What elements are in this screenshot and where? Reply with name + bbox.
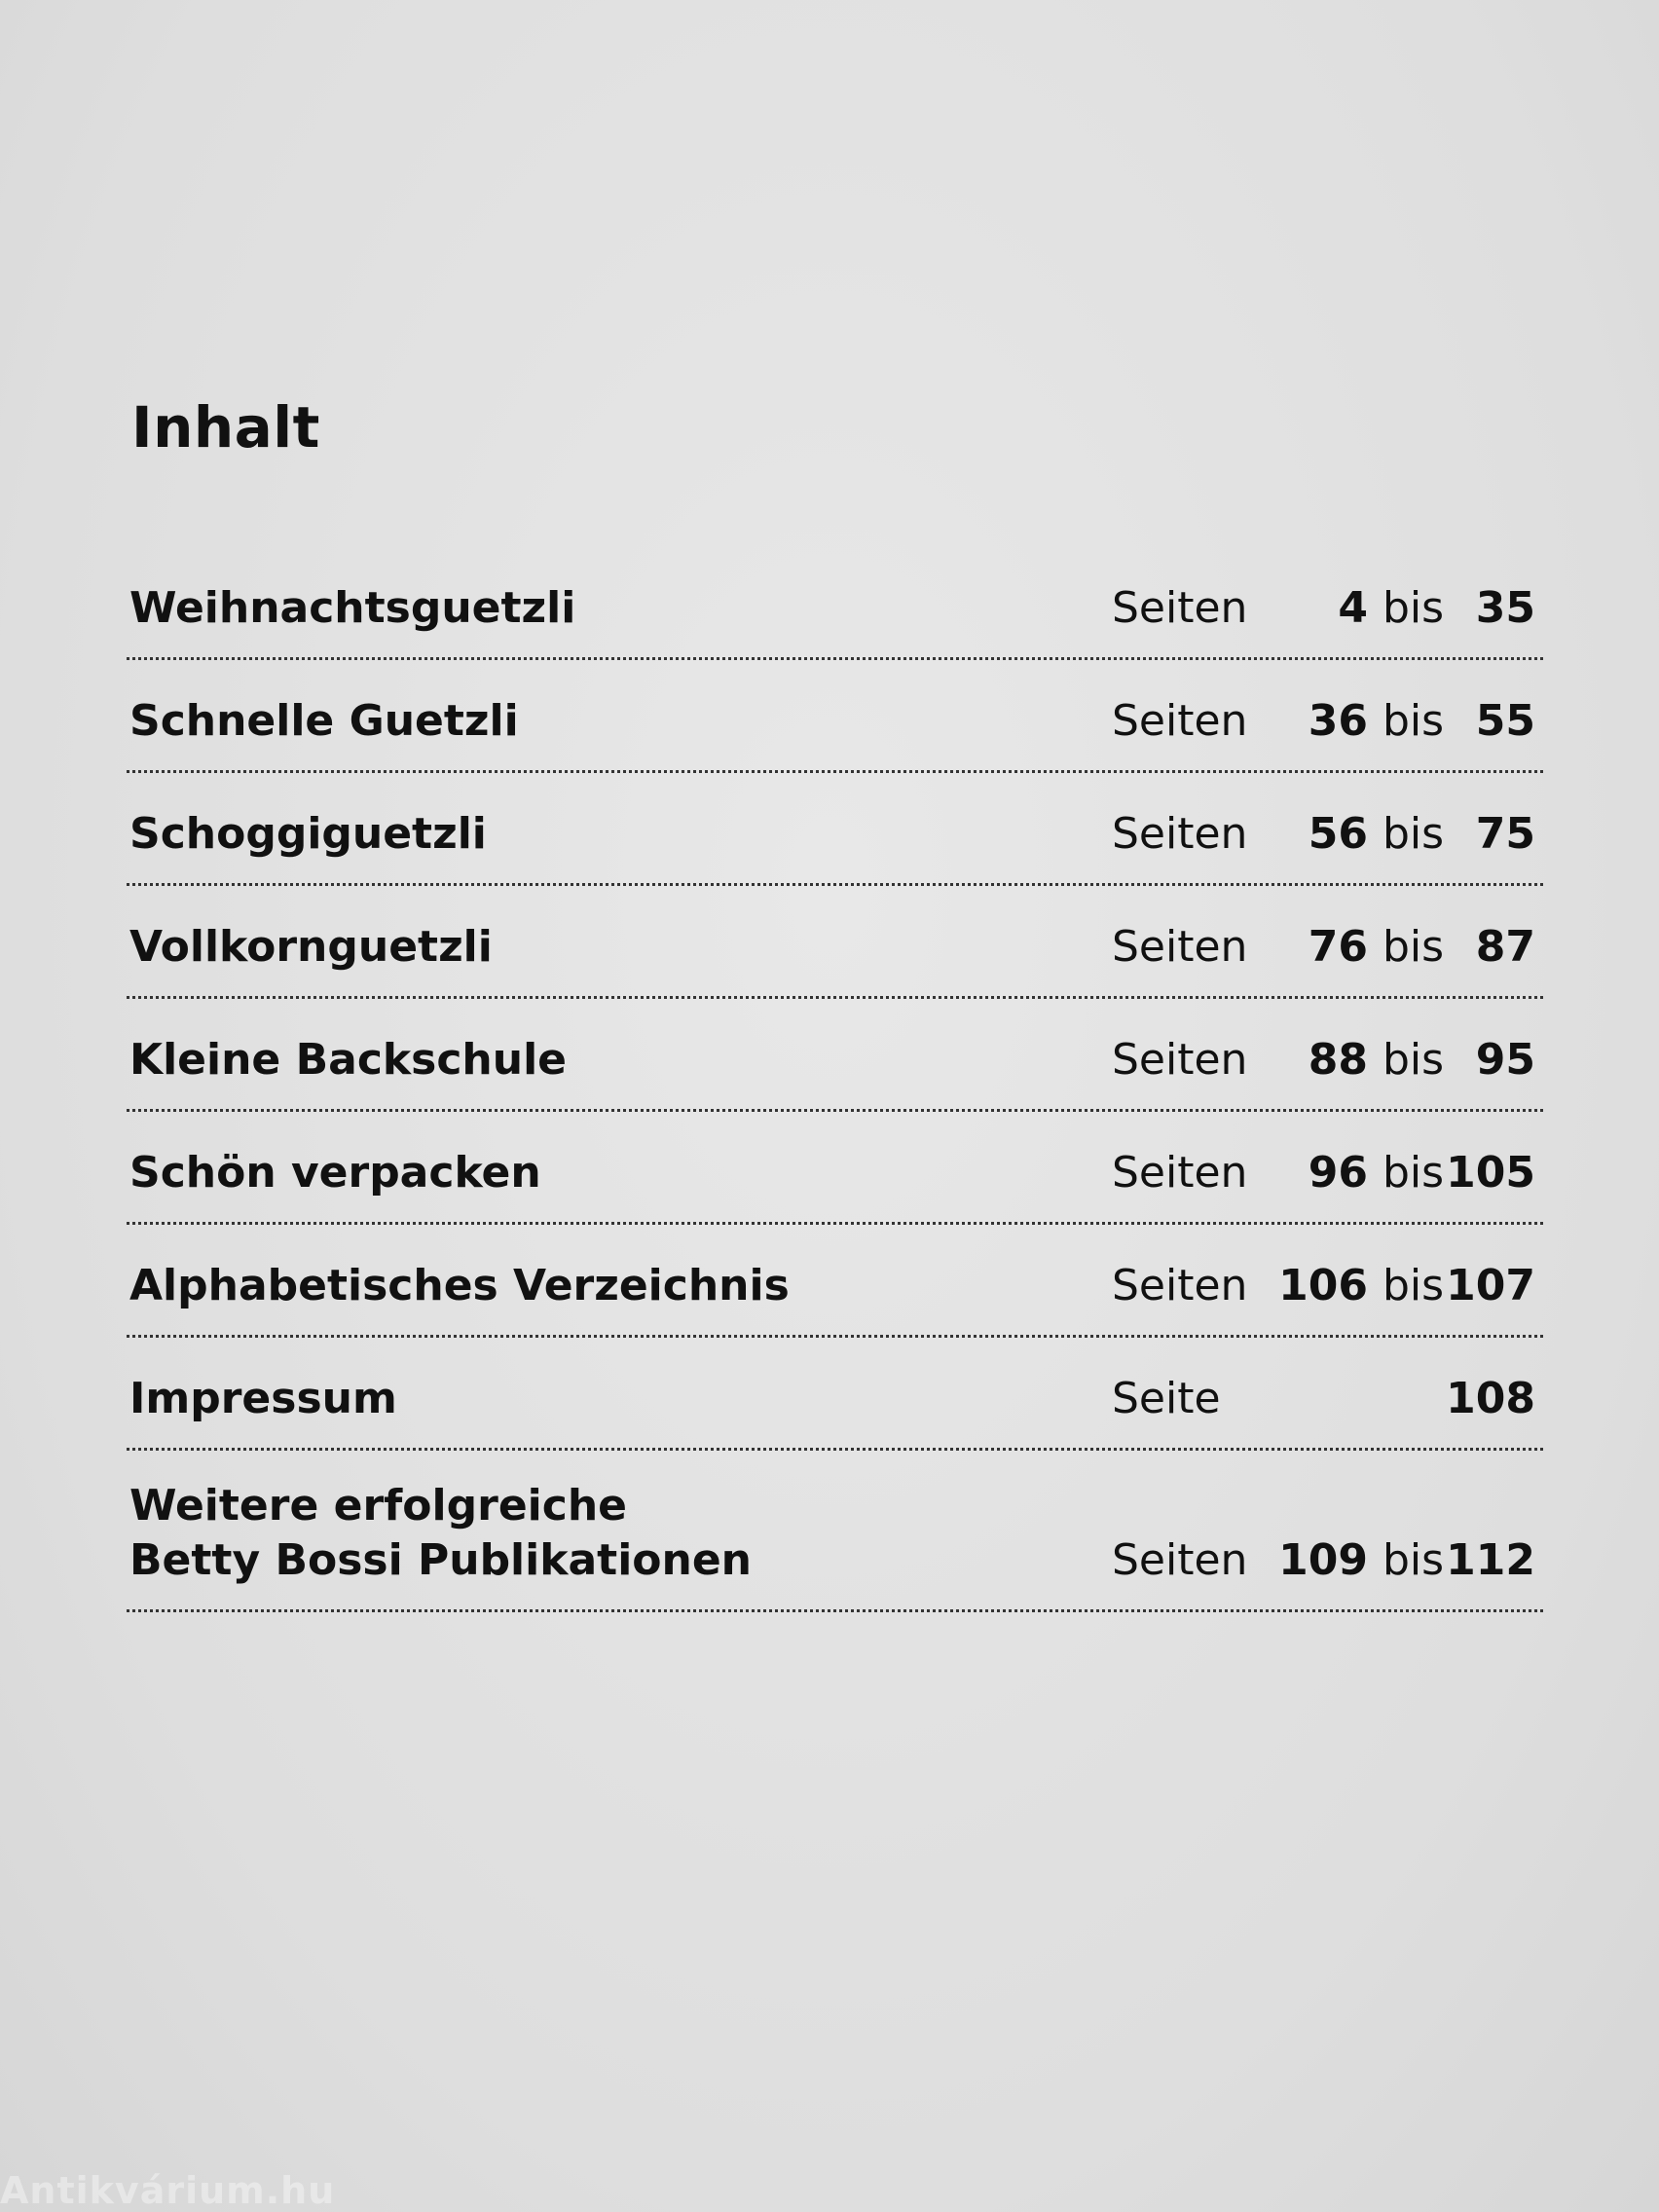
toc-row — [127, 1341, 1543, 1451]
toc-entry-title: Weihnachtsguetzli — [129, 583, 576, 633]
toc-pages-label: Seiten — [1112, 922, 1248, 972]
toc-pages-label: Seiten — [1112, 809, 1248, 859]
toc-row — [127, 1115, 1543, 1225]
toc-page-to: 75 — [1475, 809, 1535, 859]
toc-row — [127, 663, 1543, 773]
toc-row — [127, 776, 1543, 886]
toc-entry-title: Schoggiguetzli — [129, 809, 487, 859]
toc-page-from: 96 — [1308, 1148, 1368, 1198]
toc-pages-label: Seiten — [1112, 1035, 1248, 1085]
page-title: Inhalt — [131, 394, 320, 461]
toc-page-to: 112 — [1446, 1535, 1535, 1585]
toc-page-from: 4 — [1338, 583, 1368, 633]
toc-page-from: 56 — [1308, 809, 1368, 859]
toc-pages-label: Seiten — [1112, 1148, 1248, 1198]
toc-pages-label: Seiten — [1112, 696, 1248, 746]
toc-page-separator: bis — [1382, 922, 1445, 972]
toc-row — [127, 550, 1543, 660]
toc-entry-title: Impressum — [129, 1374, 397, 1423]
toc-page-separator: bis — [1382, 583, 1445, 633]
toc-page-to: 95 — [1475, 1035, 1535, 1085]
table-of-contents — [127, 550, 1543, 1615]
toc-page-to: 107 — [1446, 1261, 1535, 1310]
toc-pages-label: Seiten — [1112, 1535, 1248, 1585]
toc-page-to: 105 — [1446, 1148, 1535, 1198]
toc-row — [127, 1228, 1543, 1338]
toc-entry-title: Schnelle Guetzli — [129, 696, 519, 746]
toc-page-from: 106 — [1278, 1261, 1368, 1310]
toc-page-separator: bis — [1382, 1261, 1445, 1310]
toc-row — [127, 1002, 1543, 1112]
toc-page-from: 109 — [1278, 1535, 1368, 1585]
toc-entry-title: Schön verpacken — [129, 1148, 541, 1198]
toc-page-separator: bis — [1382, 696, 1445, 746]
toc-page-separator: bis — [1382, 1148, 1445, 1198]
toc-pages-label: Seiten — [1112, 1261, 1248, 1310]
toc-page-to: 55 — [1475, 696, 1535, 746]
toc-page-from: 88 — [1308, 1035, 1368, 1085]
toc-page-to: 35 — [1475, 583, 1535, 633]
toc-page-to: 87 — [1475, 922, 1535, 972]
toc-page-separator: bis — [1382, 809, 1445, 859]
watermark: Antikvárium.hu — [0, 2169, 336, 2212]
toc-pages-label: Seiten — [1112, 583, 1248, 633]
toc-page-from: 36 — [1308, 696, 1368, 746]
toc-row — [127, 1454, 1543, 1612]
toc-entry-title: Kleine Backschule — [129, 1035, 568, 1085]
toc-page-to: 108 — [1446, 1374, 1535, 1423]
toc-pages-label: Seite — [1112, 1374, 1221, 1423]
toc-row — [127, 889, 1543, 999]
toc-page-separator: bis — [1382, 1535, 1445, 1585]
toc-page-from: 76 — [1308, 922, 1368, 972]
toc-entry-title: Alphabetisches Verzeichnis — [129, 1261, 790, 1310]
toc-page-separator: bis — [1382, 1035, 1445, 1085]
toc-entry-title: Vollkornguetzli — [129, 922, 493, 972]
toc-entry-title: Weitere erfolgreiche Betty Bossi Publikationen — [129, 1481, 753, 1585]
